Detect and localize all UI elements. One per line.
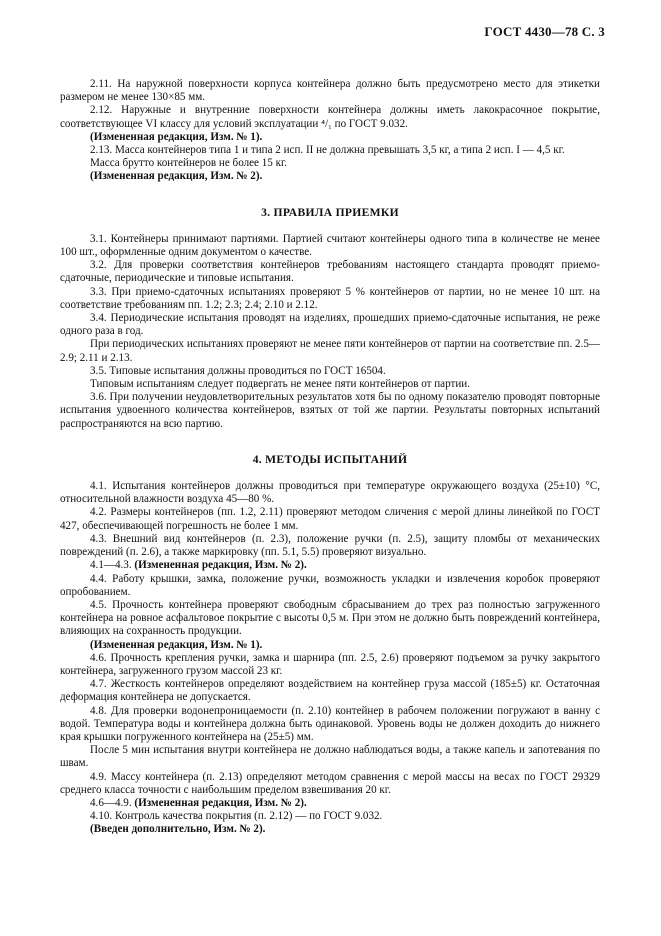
section-4-title: 4. МЕТОДЫ ИСПЫТАНИЙ (252, 452, 408, 466)
amendment-line-4-6-4-9 (60, 797, 600, 810)
paragraph-gross-mass: Масса брутто контейнеров не более 15 кг. (90, 157, 288, 170)
paragraph-3-2: 3.2. Для проверки соответствия контейнеров требованиям настоящего стандарта проводят приемо-сдаточные, периодические и типовые испытания. (60, 259, 600, 285)
paragraph-4-1: 4.1. Испытания контейнеров должны проводиться при температуре окружающего воздуха (25±10) °С, относительной влажности воздуха 45—80 %. (60, 480, 600, 506)
paragraph-2-12: 2.12. Наружные и внутренние поверхности контейнера должны иметь лакокрасочное покрытие, соответствующее VI классу для условий эксплуатации ⁴/₁ по ГОСТ 9.032. (60, 104, 600, 130)
clause-range: 4.6—4.9. (90, 796, 132, 809)
paragraph-4-5: 4.5. Прочность контейнера проверяют свободным сбрасыванием до трех раз полностью загруженного контейнера на ровное асфальтовое покрытие с высоты 0,5 м. При этом не должно быть повреждений контейнера, влияющих на сохранность продукции. (60, 598, 600, 638)
paragraph-3-1: 3.1. Контейнеры принимают партиями. Партией считают контейнеры одного типа в количестве не менее 100 шт., оформленные одним документом о качестве. (60, 232, 600, 259)
paragraph-4-2: 4.2. Размеры контейнеров (пп. 1.2, 2.11) проверяют методом сличения с мерой длины линейкой по ГОСТ 427, обеспечивающей погрешность не более 1 мм. (60, 506, 600, 532)
amendment-note: (Измененная редакция, Изм. № 1). (90, 130, 263, 143)
amendment-line-4-1-4-3 (60, 559, 600, 572)
paragraph-2-13: 2.13. Масса контейнеров типа 1 и типа 2 исп. II не должна превышать 3,5 кг, а типа 2 исп. I — 4,5 кг. (90, 144, 565, 157)
paragraph-4-8: 4.8. Для проверки водонепроницаемости (п. 2.10) контейнер в рабочем положении погружают в ванну с водой. Температура воды и контейнера должна быть одинаковой. Уровень воды не должен доходить до нижнего края крышки погруженного контейнера на (25±5) мм. (60, 704, 600, 743)
amendment-note: (Измененная редакция, Изм. № 2). (134, 796, 307, 809)
paragraph-3-3: 3.3. При приемо-сдаточных испытаниях проверяют 5 % контейнеров от партии, но не менее 10 шт. на соответствие требованиям пп. 1.2; 2.3; 2.4; 2.10 и 2.12. (60, 285, 600, 311)
amendment-note: (Измененная редакция, Изм. № 2). (134, 559, 307, 572)
paragraph-4-9: 4.9. Массу контейнера (п. 2.13) определяют методом сравнения с мерой массы на весах по ГОСТ 29329 среднего класса точности с наибольшим пределом взвешивания 20 кг. (60, 770, 600, 796)
paragraph-4-3: 4.3. Внешний вид контейнеров (п. 2.3), положение ручки (п. 2.5), защиту пломбы от механических повреждений (п. 2.6), а также маркировку (пп. 5.1, 5.5) проверяют визуально. (60, 532, 600, 559)
page-header: ГОСТ 4430—78 С. 3 (484, 24, 605, 39)
amendment-note: (Измененная редакция, Изм. № 1). (90, 638, 263, 651)
paragraph-4-6: 4.6. Прочность крепления ручки, замка и шарнира (пп. 2.5, 2.6) проверяют подъемом за ручку закрытого контейнера, загруженного грузом массой 23 кг. (60, 651, 600, 677)
paragraph-3-5: 3.5. Типовые испытания должны проводиться по ГОСТ 16504. (90, 364, 386, 377)
paragraph-3-5b: Типовым испытаниям следует подвергать не менее пяти контейнеров от партии. (90, 378, 470, 391)
paragraph-4-10: 4.10. Контроль качества покрытия (п. 2.12) — по ГОСТ 9.032. (90, 810, 383, 823)
paragraph-4-7: 4.7. Жесткость контейнеров определяют воздействием на контейнер груза массой (185±5) кг. Остаточная деформация контейнера не допускается. (60, 678, 600, 704)
paragraph-3-6: 3.6. При получении неудовлетворительных результатов хотя бы по одному показателю проводят повторные испытания удвоенного количества контейнеров, взятых от той же партии. Результаты повторных испытаний распространяются на всю партию. (60, 391, 600, 430)
section-3-title: 3. ПРАВИЛА ПРИЕМКИ (261, 205, 399, 219)
amendment-note: (Измененная редакция, Изм. № 2). (90, 170, 263, 183)
document-body (60, 78, 600, 837)
clause-range: 4.1—4.3. (90, 559, 132, 572)
paragraph-4-8b: После 5 мин испытания внутри контейнера не должно наблюдаться воды, а также капель и запотевания по швам. (60, 744, 600, 770)
paragraph-2-11: 2.11. На наружной поверхности корпуса контейнера должно быть предусмотрено место для этикетки размером не менее 130×85 мм. (60, 78, 600, 104)
paragraph-4-4: 4.4. Работу крышки, замка, положение ручки, возможность укладки и извлечения коробок проверяют опробованием. (60, 572, 600, 598)
addition-note: (Введен дополнительно, Изм. № 2). (90, 823, 266, 836)
paragraph-3-4: 3.4. Периодические испытания проводят на изделиях, прошедших приемо-сдаточные испытания, не реже одного раза в год. (60, 312, 600, 338)
paragraph-3-4b: При периодических испытаниях проверяют не менее пяти контейнеров от партии на соответствие пп. 2.5—2.9; 2.11 и 2.13. (60, 338, 600, 364)
